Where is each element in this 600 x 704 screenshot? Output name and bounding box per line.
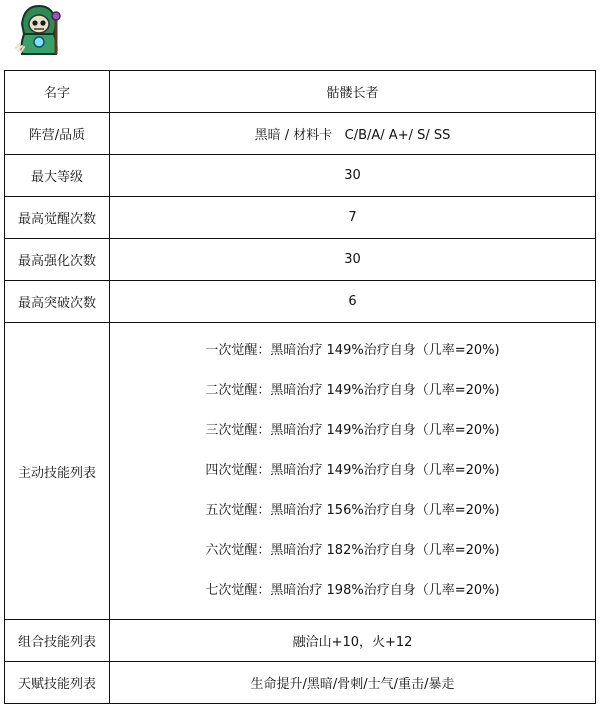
value-faction: 黑暗 / 材料卡 C/B/A/ A+/ S/ SS xyxy=(110,113,596,155)
table-row-max-enhance xyxy=(5,239,596,281)
label-active-skills: 主动技能列表 xyxy=(5,323,110,620)
skill-line-awaken-6: 六次觉醒：黑暗治疗 182%治疗自身（几率=20%) xyxy=(205,543,500,558)
table-row-max-level xyxy=(5,155,596,197)
label-max-enhance: 最高强化次数 xyxy=(5,239,110,281)
label-faction: 阵营/品质 xyxy=(5,113,110,155)
skill-line-awaken-1: 一次觉醒：黑暗治疗 149%治疗自身（几率=20%) xyxy=(205,343,500,358)
table-row-talent-skills xyxy=(5,662,596,704)
table-row-name xyxy=(5,71,596,113)
table-row-max-breakthrough xyxy=(5,281,596,323)
value-name: 骷髅长者 xyxy=(110,71,596,113)
skill-line-awaken-4: 四次觉醒：黑暗治疗 149%治疗自身（几率=20%) xyxy=(205,463,500,478)
skill-line-awaken-2: 二次觉醒：黑暗治疗 149%治疗自身（几率=20%) xyxy=(205,383,500,398)
skill-line-awaken-7: 七次觉醒：黑暗治疗 198%治疗自身（几率=20%) xyxy=(205,583,500,598)
value-talent-skills: 生命提升/黑暗/骨刺/士气/重击/暴走 xyxy=(110,662,596,704)
skeleton-elder-avatar-icon xyxy=(12,4,64,58)
skill-line-awaken-3: 三次觉醒：黑暗治疗 149%治疗自身（几率=20%) xyxy=(205,423,500,438)
value-combo-skills: 融洽山+10，火+12 xyxy=(110,620,596,662)
table-row-combo-skills xyxy=(5,620,596,662)
label-talent-skills: 天赋技能列表 xyxy=(5,662,110,704)
character-info-table xyxy=(4,70,596,704)
label-name: 名字 xyxy=(5,71,110,113)
table-row-active-skills xyxy=(5,323,596,620)
skill-line-awaken-5: 五次觉醒：黑暗治疗 156%治疗自身（几率=20%) xyxy=(205,503,500,518)
table-row-max-awaken xyxy=(5,197,596,239)
value-max-awaken: 7 xyxy=(110,197,596,239)
table-row-faction xyxy=(5,113,596,155)
value-max-breakthrough: 6 xyxy=(110,281,596,323)
label-combo-skills: 组合技能列表 xyxy=(5,620,110,662)
label-max-awaken: 最高觉醒次数 xyxy=(5,197,110,239)
value-max-enhance: 30 xyxy=(110,239,596,281)
value-active-skills xyxy=(110,323,596,620)
label-max-level: 最大等级 xyxy=(5,155,110,197)
label-max-breakthrough: 最高突破次数 xyxy=(5,281,110,323)
value-max-level: 30 xyxy=(110,155,596,197)
